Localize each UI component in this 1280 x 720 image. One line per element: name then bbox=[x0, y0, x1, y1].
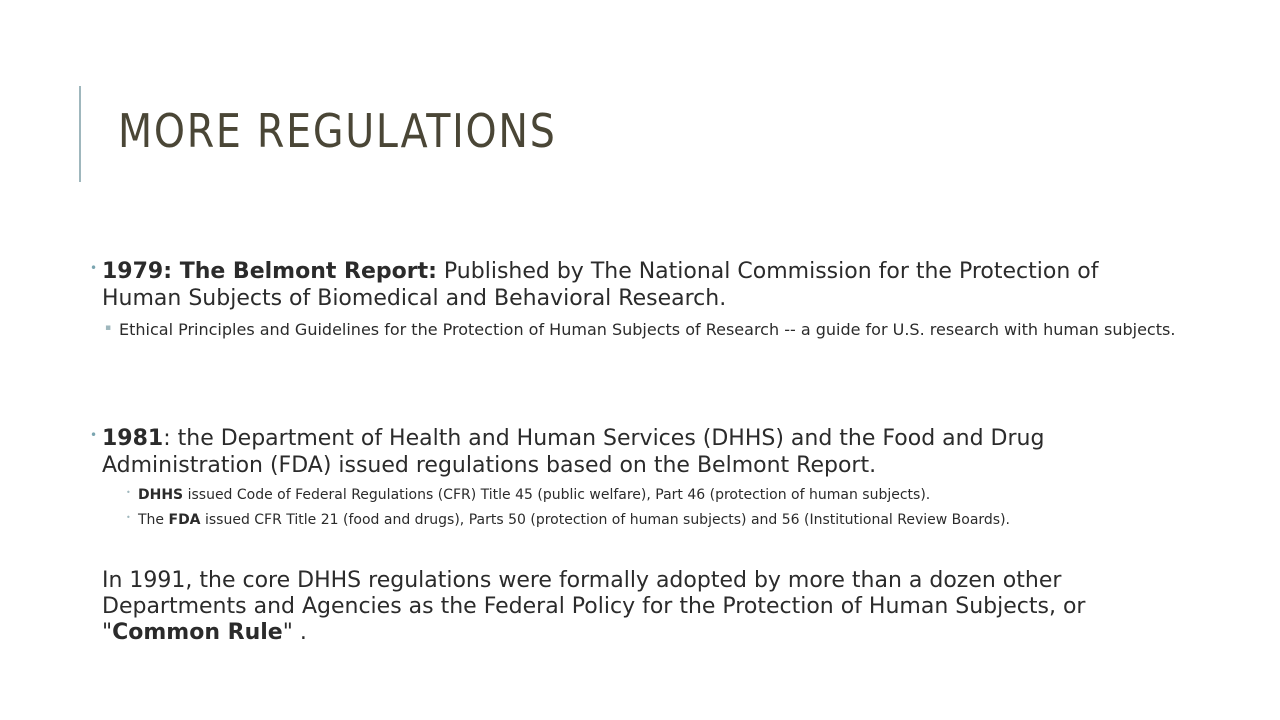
bullet-square-icon: ▪ bbox=[105, 323, 112, 333]
sub-bullet-dhhs bbox=[126, 486, 1138, 504]
bullet-dot-icon: • bbox=[90, 261, 98, 275]
bullet-1981-text: : the Department of Health and Human Services (DHHS) and the Food and Drug Administration (FDA) issued regulations based on the Belmont Report. bbox=[102, 426, 1045, 478]
bullet-dot-icon: • bbox=[126, 513, 131, 522]
bullet-dot-icon: • bbox=[90, 428, 98, 442]
bullet-1981 bbox=[90, 425, 1182, 479]
sub-bullet-dhhs-text: issued Code of Federal Regulations (CFR) Title 45 (public welfare), Part 46 (protection of human subjects). bbox=[183, 487, 931, 503]
sub-bullet-fda-text: issued CFR Title 21 (food and drugs), Parts 50 (protection of human subjects) and 56 (Institutional Review Boards). bbox=[200, 512, 1011, 528]
sub-bullet-belmont-text: Ethical Principles and Guidelines for the Protection of Human Subjects of Research -- a guide for U.S. research with human subjects. bbox=[119, 320, 1176, 339]
bullet-1979 bbox=[90, 258, 1182, 312]
common-rule-paragraph bbox=[102, 568, 1182, 646]
sub-bullet-belmont bbox=[105, 320, 1189, 340]
common-rule-bold: Common Rule bbox=[112, 620, 283, 645]
title-accent-bar bbox=[79, 86, 81, 182]
sub-bullet-dhhs-lead: DHHS bbox=[138, 487, 184, 503]
bullet-1979-lead: 1979: The Belmont Report: bbox=[102, 259, 437, 284]
bullet-1979-text: Published by The National Commission for the Protection of Human Subjects of Biomedical and Behavioral Research. bbox=[102, 259, 1099, 311]
sub-bullet-fda-pre: The bbox=[138, 512, 169, 528]
bullet-1981-lead: 1981 bbox=[102, 426, 164, 451]
common-rule-paragraph-text: In 1991, the core DHHS regulations were formally adopted by more than a dozen other Departments and Agencies as the Federal Policy for the Protection of Human Subjects, or " bbox=[102, 568, 1086, 645]
bullet-dot-icon: • bbox=[126, 488, 131, 497]
common-rule-tail: " . bbox=[282, 620, 307, 645]
sub-bullet-fda-lead: FDA bbox=[168, 512, 201, 528]
slide-title: MORE REGULATIONS bbox=[118, 104, 557, 158]
sub-bullet-fda bbox=[126, 511, 1138, 529]
